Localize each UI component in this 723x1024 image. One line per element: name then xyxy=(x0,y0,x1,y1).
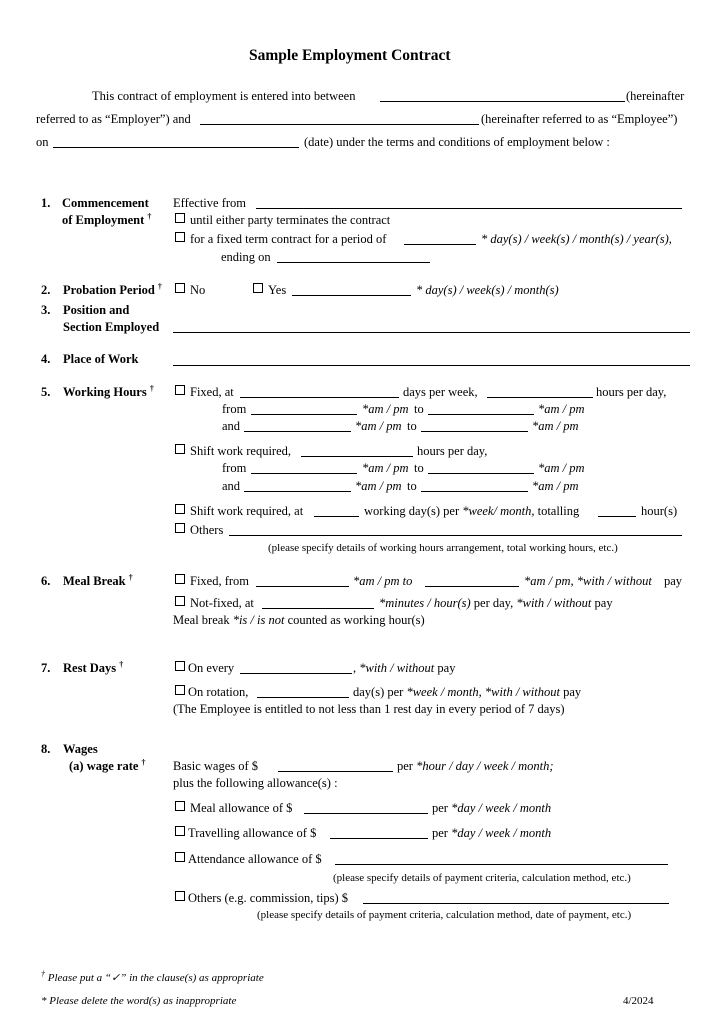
meal-notfixed-label: Not-fixed, at xyxy=(190,596,254,610)
intro-line-2b: (hereinafter referred to as “Employee”) xyxy=(481,112,678,126)
total-hours-field[interactable] xyxy=(598,516,636,517)
contract-date-field[interactable] xyxy=(53,147,299,148)
other-allowance-field[interactable] xyxy=(363,903,669,904)
intro-line-3b: (date) under the terms and conditions of employment below : xyxy=(304,135,610,149)
checkbox-other-hours[interactable] xyxy=(175,523,185,533)
probation-yes-label: Yes xyxy=(268,283,287,297)
place-of-work-field[interactable] xyxy=(173,365,690,366)
checkbox-probation-yes[interactable] xyxy=(253,283,263,293)
section-3-label-1: Position and xyxy=(63,303,130,317)
fixed-from-time-2[interactable] xyxy=(244,431,351,432)
rest-every-label: On every xyxy=(188,661,235,675)
attendance-allowance-label: Attendance allowance of $ xyxy=(188,852,322,866)
probation-units: * day(s) / week(s) / month(s) xyxy=(416,283,559,297)
rest-every-field[interactable] xyxy=(240,673,352,674)
other-allowance-note: (please specify details of payment criteria, calculation method, date of payment, etc.) xyxy=(257,909,632,921)
checkbox-attendance-allowance[interactable] xyxy=(175,852,185,862)
meal-duration-field[interactable] xyxy=(262,608,374,609)
checkbox-meal-notfixed[interactable] xyxy=(175,596,185,606)
probation-period-field[interactable] xyxy=(292,295,411,296)
section-2-label: Probation Period † xyxy=(63,281,162,297)
option-until-terminated: until either party terminates the contract xyxy=(190,213,391,227)
shift-and-label: and xyxy=(222,479,241,493)
rest-rotation-field[interactable] xyxy=(257,697,349,698)
meal-from-field[interactable] xyxy=(256,586,349,587)
travel-allowance-label: Travelling allowance of $ xyxy=(188,826,317,840)
section-1-label-1: Commencement xyxy=(62,196,149,210)
to-3: to xyxy=(414,461,424,475)
rest-rotation-label: On rotation, xyxy=(188,685,249,699)
shift-to-time-1[interactable] xyxy=(428,473,534,474)
probation-no-label: No xyxy=(190,283,206,297)
fixed-from-label: from xyxy=(222,402,247,416)
section-4-label: Place of Work xyxy=(63,352,139,366)
section-5-label: Working Hours † xyxy=(63,383,154,399)
section-6-number: 6. xyxy=(41,574,51,588)
section-2-number: 2. xyxy=(41,283,51,297)
fixed-hours-field[interactable] xyxy=(487,397,593,398)
to-1: to xyxy=(414,402,424,416)
checkbox-rest-every[interactable] xyxy=(175,661,185,671)
rest-rotation-tail: day(s) per *week / month, *with / without pay xyxy=(353,685,582,699)
others-label: Others xyxy=(190,523,224,537)
intro-on: on xyxy=(36,135,49,149)
checkbox-fixed-hours[interactable] xyxy=(175,385,185,395)
basic-wages-field[interactable] xyxy=(278,771,393,772)
shift-hours-per-day-label: hours per day, xyxy=(417,444,488,458)
to-2: to xyxy=(407,419,417,433)
section-8-label: Wages xyxy=(63,742,98,756)
to-4: to xyxy=(407,479,417,493)
hours-per-day-label: hours per day, xyxy=(596,385,667,399)
section-7-label: Rest Days † xyxy=(63,659,124,675)
other-allowance-label: Others (e.g. commission, tips) $ xyxy=(188,891,349,905)
section-8-number: 8. xyxy=(41,742,51,756)
checkbox-meal-allowance[interactable] xyxy=(175,801,185,811)
days-per-week-label: days per week, xyxy=(403,385,478,399)
meal-duration-units: *minutes / hour(s) per day, *with / without pay xyxy=(379,596,613,610)
checkbox-travel-allowance[interactable] xyxy=(175,826,185,836)
rest-every-tail: , *with / without pay xyxy=(353,661,456,675)
checkbox-shift-hours[interactable] xyxy=(175,444,185,454)
shift-days-field[interactable] xyxy=(314,516,359,517)
travel-allowance-per: per *day / week / month xyxy=(432,826,552,840)
fixed-at-label: Fixed, at xyxy=(190,385,234,399)
footer-note-2: * Please delete the word(s) as inappropriate xyxy=(41,995,237,1007)
page-title: Sample Employment Contract xyxy=(249,47,451,64)
other-hours-field[interactable] xyxy=(229,535,682,536)
checkbox-rest-rotation[interactable] xyxy=(175,685,185,695)
meal-ampm-to: *am / pm to xyxy=(353,574,413,588)
checkbox-other-allowance[interactable] xyxy=(175,891,185,901)
fixed-days-field[interactable] xyxy=(240,397,399,398)
intro-line-1: This contract of employment is entered into between xyxy=(92,89,356,103)
meal-allowance-per: per *day / week / month xyxy=(432,801,552,815)
meal-ampm-with: *am / pm, *with / without xyxy=(524,574,652,588)
meal-to-field[interactable] xyxy=(425,586,519,587)
ampm-5: *am / pm xyxy=(362,461,409,475)
shift-to-time-2[interactable] xyxy=(421,491,528,492)
version-label: 4/2024 xyxy=(623,995,654,1007)
fixed-to-time-2[interactable] xyxy=(421,431,528,432)
position-section-field[interactable] xyxy=(173,332,690,333)
fixed-and-label: and xyxy=(222,419,241,433)
working-days-per-label: working day(s) per *week/ month, totalling xyxy=(364,504,580,518)
shift-required-label: Shift work required, xyxy=(190,444,292,458)
shift-from-time-2[interactable] xyxy=(244,491,351,492)
effective-from-label: Effective from xyxy=(173,196,246,210)
working-hours-note: (please specify details of working hours arrangement, total working hours, etc.) xyxy=(268,542,618,554)
meal-fixed-label: Fixed, from xyxy=(190,574,250,588)
ampm-1: *am / pm xyxy=(362,402,409,416)
attendance-note: (please specify details of payment criteria, calculation method, etc.) xyxy=(333,872,631,884)
ampm-3: *am / pm xyxy=(355,419,402,433)
employer-name-field[interactable] xyxy=(380,101,625,102)
ampm-2: *am / pm xyxy=(538,402,585,416)
checkbox-shift-days[interactable] xyxy=(175,504,185,514)
section-3-label-2: Section Employed xyxy=(63,320,160,334)
ampm-4: *am / pm xyxy=(532,419,579,433)
hours-label: hour(s) xyxy=(641,504,678,518)
section-7-number: 7. xyxy=(41,661,51,675)
shift-at-label: Shift work required, at xyxy=(190,504,304,518)
basic-wages-label: Basic wages of $ xyxy=(173,759,259,773)
fixed-to-time-1[interactable] xyxy=(428,414,534,415)
section-1-number: 1. xyxy=(41,196,51,210)
ampm-6: *am / pm xyxy=(538,461,585,475)
ending-on-field[interactable] xyxy=(277,262,430,263)
checkbox-fixed-term[interactable] xyxy=(175,232,185,242)
shift-hours-field[interactable] xyxy=(301,456,413,457)
fixed-term-units: * day(s) / week(s) / month(s) / year(s), xyxy=(481,232,672,246)
allowances-intro: plus the following allowance(s) : xyxy=(173,776,338,790)
section-1-label-2: of Employment † xyxy=(62,211,152,227)
meal-allowance-label: Meal allowance of $ xyxy=(190,801,293,815)
shift-from-time-1[interactable] xyxy=(251,473,357,474)
travel-allowance-field[interactable] xyxy=(330,838,428,839)
ending-on-label: ending on xyxy=(221,250,271,264)
shift-from-label: from xyxy=(222,461,247,475)
intro-line-2a: referred to as “Employer”) and xyxy=(36,112,191,126)
attendance-allowance-field[interactable] xyxy=(335,864,668,865)
basic-wages-per: per *hour / day / week / month; xyxy=(397,759,554,773)
rest-day-note: (The Employee is entitled to not less than 1 rest day in every period of 7 days) xyxy=(173,702,565,716)
section-5-number: 5. xyxy=(41,385,51,399)
wage-rate-label: (a) wage rate † xyxy=(69,757,146,773)
section-3-number: 3. xyxy=(41,303,51,317)
footer-note-1: † Please put a “✓” in the clause(s) as appropriate xyxy=(41,969,264,984)
section-4-number: 4. xyxy=(41,352,51,366)
meal-allowance-field[interactable] xyxy=(304,813,428,814)
option-fixed-term: for a fixed term contract for a period of xyxy=(190,232,387,246)
checkbox-probation-no[interactable] xyxy=(175,283,185,293)
employee-name-field[interactable] xyxy=(200,124,479,125)
ampm-8: *am / pm xyxy=(532,479,579,493)
meal-break-counted: Meal break *is / is not counted as working hour(s) xyxy=(173,613,425,627)
checkbox-until-terminated[interactable] xyxy=(175,213,185,223)
fixed-term-period-field[interactable] xyxy=(404,244,476,245)
meal-fixed-pay: pay xyxy=(664,574,683,588)
effective-from-field[interactable] xyxy=(256,208,682,209)
fixed-from-time-1[interactable] xyxy=(251,414,357,415)
ampm-7: *am / pm xyxy=(355,479,402,493)
section-6-label: Meal Break † xyxy=(63,572,133,588)
intro-hereinafter: (hereinafter xyxy=(626,89,685,103)
checkbox-meal-fixed[interactable] xyxy=(175,574,185,584)
